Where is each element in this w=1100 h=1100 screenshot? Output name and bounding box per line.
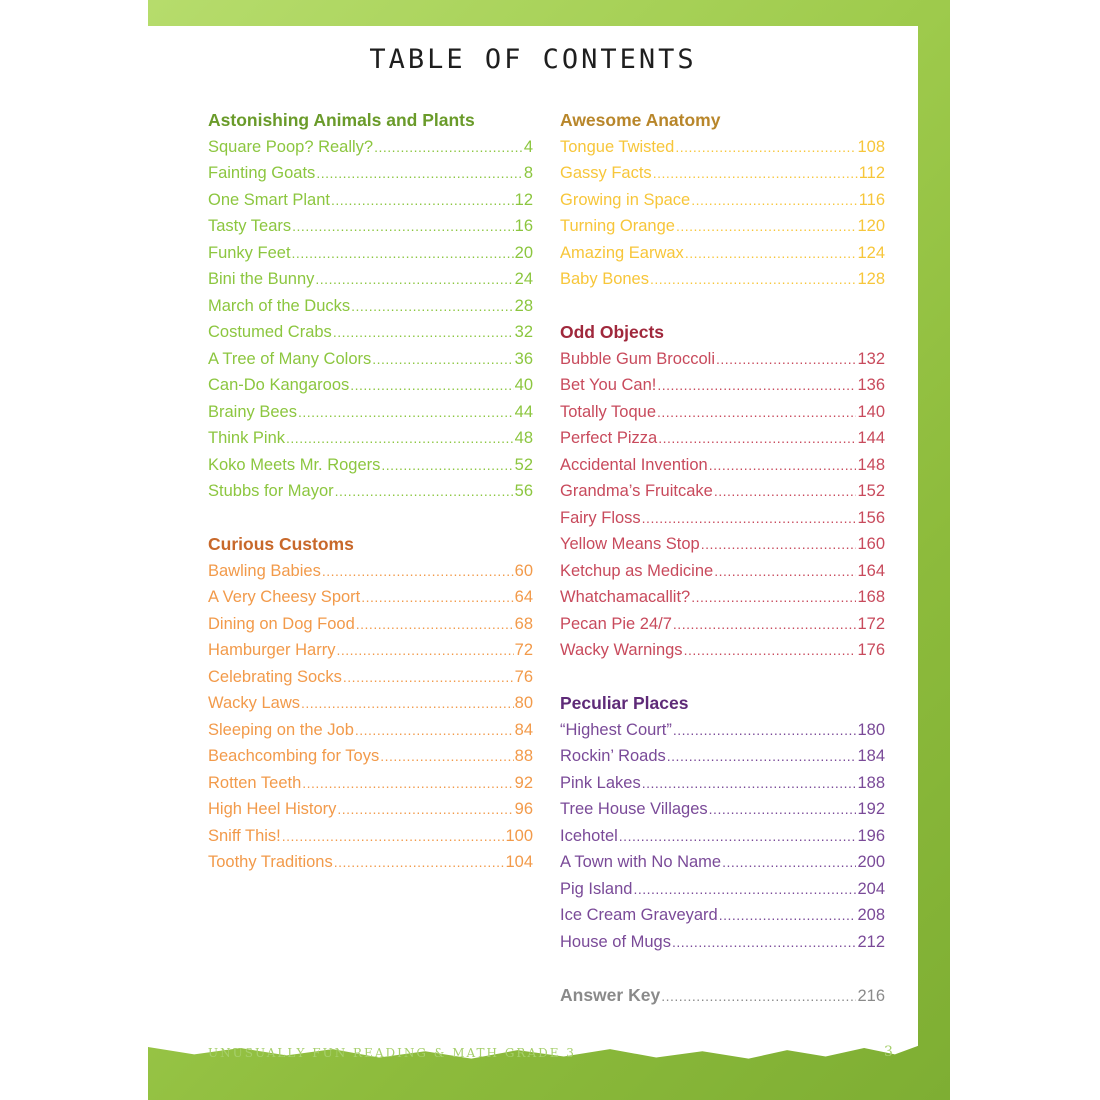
entry-page-number: 56: [514, 482, 533, 500]
dot-leader: [315, 266, 513, 293]
entry-title: Growing in Space: [560, 190, 691, 209]
toc-entry[interactable]: [560, 849, 885, 876]
toc-entry[interactable]: [208, 558, 533, 585]
entry-title: A Tree of Many Colors: [208, 349, 372, 368]
dot-leader: [337, 796, 513, 823]
entry-page-number: 164: [857, 561, 885, 580]
entry-title: Koko Meets Mr. Rogers: [208, 455, 381, 474]
toc-entry[interactable]: [208, 134, 533, 161]
toc-entry[interactable]: [208, 717, 533, 744]
page-title: TABLE OF CONTENTS: [369, 44, 697, 75]
entry-page-number: 156: [857, 508, 885, 527]
entry-title: Hamburger Harry: [208, 641, 336, 659]
entry-title: Fairy Floss: [560, 508, 641, 527]
entry-page-number: 36: [514, 349, 533, 368]
entry-title: Amazing Earwax: [560, 243, 684, 262]
entry-title: March of the Ducks: [208, 296, 351, 315]
dot-leader: [380, 743, 513, 770]
entry-page-number: 152: [857, 482, 885, 500]
answer-key-title: Answer Key: [560, 984, 661, 1005]
toc-entry[interactable]: [560, 584, 885, 611]
toc-entry[interactable]: [560, 505, 885, 532]
dot-leader: [673, 611, 857, 638]
entry-page-number: 16: [514, 217, 533, 235]
entry-page-number: 40: [514, 376, 533, 394]
right-column: [560, 107, 885, 1008]
toc-entry[interactable]: [208, 637, 533, 664]
entry-page-number: 208: [857, 906, 885, 924]
toc-entry[interactable]: [560, 399, 885, 426]
dot-leader: [633, 876, 856, 903]
dot-leader: [676, 213, 857, 240]
section-heading: Peculiar Places: [560, 693, 689, 713]
entry-page-number: 204: [857, 879, 885, 898]
entry-page-number: 188: [857, 773, 885, 792]
toc-entry[interactable]: [560, 611, 885, 638]
dot-leader: [714, 558, 856, 585]
toc-entry[interactable]: [560, 770, 885, 797]
entry-title: A Very Cheesy Sport: [208, 588, 361, 606]
dot-leader: [361, 584, 513, 611]
dot-leader: [685, 240, 857, 267]
entry-title: Ice Cream Graveyard: [560, 906, 718, 924]
toc-entry[interactable]: [560, 452, 885, 479]
toc-entry[interactable]: [208, 213, 533, 240]
entry-page-number: 88: [514, 747, 533, 765]
entry-title: Think Pink: [208, 429, 286, 447]
toc-entry[interactable]: [208, 796, 533, 823]
entry-title: Bawling Babies: [208, 561, 321, 580]
entry-page-number: 200: [857, 853, 885, 871]
entry-page-number: 20: [514, 243, 533, 262]
toc-entry[interactable]: [208, 743, 533, 770]
toc-entry[interactable]: [208, 770, 533, 797]
dot-leader: [374, 134, 523, 161]
dot-leader: [619, 823, 857, 850]
dot-leader: [658, 425, 856, 452]
entry-page-number: 160: [857, 535, 885, 553]
entry-page-number: 84: [514, 720, 533, 739]
entry-title: Baby Bones: [560, 270, 649, 288]
toc-section: [208, 107, 533, 505]
toc-entry[interactable]: [560, 637, 885, 664]
entry-page-number: 12: [514, 190, 533, 209]
toc-entry[interactable]: [208, 849, 533, 876]
entry-title: House of Mugs: [560, 932, 671, 951]
dot-leader: [661, 983, 856, 1010]
toc-entry[interactable]: [560, 134, 885, 161]
toc-entry[interactable]: [208, 690, 533, 717]
entry-title: Pink Lakes: [560, 773, 641, 792]
dot-leader: [298, 399, 514, 426]
toc-entry[interactable]: [560, 823, 885, 850]
dot-leader: [302, 770, 513, 797]
toc-entry[interactable]: [208, 266, 533, 293]
entry-page-number: 68: [514, 614, 533, 633]
entry-page-number: 148: [857, 455, 885, 474]
dot-leader: [650, 266, 856, 293]
dot-leader: [701, 531, 857, 558]
answer-key-page: 216: [857, 986, 885, 1005]
toc-entry[interactable]: [560, 929, 885, 956]
dot-leader: [657, 372, 856, 399]
toc-entry[interactable]: [560, 876, 885, 903]
dot-leader: [301, 690, 514, 717]
entry-title: Funky Feet: [208, 243, 291, 262]
entry-page-number: 32: [514, 323, 533, 341]
dot-leader: [356, 611, 514, 638]
entry-title: Wacky Laws: [208, 694, 300, 712]
toc-entry[interactable]: [560, 213, 885, 240]
dot-leader: [657, 399, 856, 426]
dot-leader: [684, 637, 857, 664]
entry-page-number: 64: [514, 588, 533, 606]
dot-leader: [355, 717, 514, 744]
dot-leader: [292, 240, 514, 267]
entry-title: Totally Toque: [560, 402, 657, 421]
toc-entry[interactable]: [560, 160, 885, 187]
entry-title: Gassy Facts: [560, 164, 652, 182]
toc-entry[interactable]: [560, 796, 885, 823]
entry-page-number: 144: [857, 429, 885, 447]
left-column: [208, 107, 533, 902]
dot-leader: [691, 187, 857, 214]
dot-leader: [714, 478, 857, 505]
toc-entry[interactable]: [560, 902, 885, 929]
dot-leader: [343, 664, 514, 691]
dot-leader: [336, 637, 513, 664]
dot-leader: [334, 849, 505, 876]
toc-entry[interactable]: [560, 240, 885, 267]
entry-page-number: 92: [514, 773, 533, 792]
toc-entry[interactable]: [208, 611, 533, 638]
dot-leader: [350, 372, 513, 399]
entry-title: Tree House Villages: [560, 800, 708, 818]
entry-page-number: 168: [857, 588, 885, 606]
entry-page-number: 108: [857, 137, 885, 156]
entry-page-number: 72: [514, 641, 533, 659]
toc-entry[interactable]: [208, 399, 533, 426]
entry-title: Brainy Bees: [208, 402, 297, 421]
entry-page-number: 124: [857, 243, 885, 262]
section-heading: Curious Customs: [208, 534, 354, 554]
entry-title: Rotten Teeth: [208, 773, 302, 792]
dot-leader: [286, 425, 514, 452]
entry-page-number: 192: [857, 800, 885, 818]
entry-page-number: 52: [514, 455, 533, 474]
entry-page-number: 136: [857, 376, 885, 394]
right-sections: [560, 107, 885, 955]
entry-page-number: 132: [857, 349, 885, 368]
entry-title: High Heel History: [208, 800, 337, 818]
entry-page-number: 140: [857, 402, 885, 421]
entry-title: Bini the Bunny: [208, 270, 315, 288]
dot-leader: [673, 717, 857, 744]
toc-entry[interactable]: [560, 187, 885, 214]
entry-page-number: 120: [857, 217, 885, 235]
entry-page-number: 176: [857, 641, 885, 659]
toc-section: [560, 107, 885, 293]
dot-leader: [322, 558, 514, 585]
entry-title: Turning Orange: [560, 217, 675, 235]
entry-title: Wacky Warnings: [560, 641, 683, 659]
dot-leader: [331, 187, 514, 214]
toc-entry[interactable]: [560, 425, 885, 452]
entry-title: Square Poop? Really?: [208, 137, 374, 156]
entry-title: Tasty Tears: [208, 217, 292, 235]
entry-page-number: 48: [514, 429, 533, 447]
dot-leader: [642, 505, 857, 532]
dot-leader: [335, 478, 514, 505]
footer-page-number: 3: [884, 1044, 893, 1060]
dot-leader: [372, 346, 513, 373]
dot-leader: [282, 823, 505, 850]
dot-leader: [691, 584, 856, 611]
entry-page-number: 128: [857, 270, 885, 288]
toc-entry[interactable]: [208, 823, 533, 850]
toc-entry[interactable]: [208, 240, 533, 267]
entry-title: Celebrating Socks: [208, 667, 342, 686]
dot-leader: [672, 929, 856, 956]
entry-title: Dining on Dog Food: [208, 614, 355, 633]
entry-page-number: 172: [857, 614, 885, 633]
toc-entry[interactable]: [560, 372, 885, 399]
toc-entry[interactable]: [208, 293, 533, 320]
entry-title: Icehotel: [560, 826, 618, 845]
entry-title: Whatchamacallit?: [560, 588, 691, 606]
entry-title: Costumed Crabs: [208, 323, 332, 341]
toc-entry[interactable]: [208, 319, 533, 346]
dot-leader: [719, 902, 857, 929]
entry-page-number: 80: [514, 694, 533, 712]
entry-page-number: 96: [514, 800, 533, 818]
entry-title: Ketchup as Medicine: [560, 561, 714, 580]
toc-entry[interactable]: [560, 531, 885, 558]
entry-page-number: 76: [514, 667, 533, 686]
entry-title: Toothy Traditions: [208, 853, 333, 871]
dot-leader: [333, 319, 514, 346]
entry-title: Accidental Invention: [560, 455, 708, 474]
toc-entry[interactable]: [560, 717, 885, 744]
entry-title: Pecan Pie 24/7: [560, 614, 672, 633]
entry-title: “Highest Court”: [560, 720, 672, 739]
toc-entry[interactable]: [208, 346, 533, 373]
entry-page-number: 212: [857, 932, 885, 951]
entry-page-number: 184: [857, 747, 885, 765]
entry-title: Fainting Goats: [208, 164, 316, 182]
entry-title: Tongue Twisted: [560, 137, 675, 156]
entry-title: Pig Island: [560, 879, 633, 898]
footer-book-title: UNUSUALLY FUN READING & MATH GRADE 3: [208, 1046, 576, 1060]
dot-leader: [667, 743, 857, 770]
answer-key-entry[interactable]: [560, 982, 885, 1009]
entry-page-number: 8: [523, 164, 533, 182]
entry-page-number: 112: [858, 164, 885, 182]
entry-page-number: 196: [857, 826, 885, 845]
entry-title: Bubble Gum Broccoli: [560, 349, 715, 368]
entry-page-number: 24: [514, 270, 533, 288]
toc-entry[interactable]: [560, 266, 885, 293]
dot-leader: [653, 160, 858, 187]
entry-page-number: 104: [505, 853, 533, 871]
toc-entry[interactable]: [208, 160, 533, 187]
dot-leader: [675, 134, 856, 161]
dot-leader: [316, 160, 523, 187]
entry-title: Rockin’ Roads: [560, 747, 666, 765]
dot-leader: [381, 452, 513, 479]
entry-title: Beachcombing for Toys: [208, 747, 380, 765]
entry-page-number: 4: [523, 137, 533, 156]
toc-entry[interactable]: [208, 452, 533, 479]
dot-leader: [292, 213, 513, 240]
dot-leader: [709, 452, 857, 479]
toc-entry[interactable]: [208, 584, 533, 611]
toc-section: [560, 319, 885, 664]
toc-entry[interactable]: [208, 187, 533, 214]
entry-page-number: 60: [514, 561, 533, 580]
dot-leader: [642, 770, 857, 797]
entry-title: Stubbs for Mayor: [208, 482, 334, 500]
entry-page-number: 100: [505, 826, 533, 845]
entry-page-number: 180: [857, 720, 885, 739]
toc-entry[interactable]: [560, 743, 885, 770]
toc-section: [208, 531, 533, 876]
entry-title: Sleeping on the Job: [208, 720, 354, 739]
entry-page-number: 44: [514, 402, 533, 421]
dot-leader: [716, 346, 856, 373]
entry-title: A Town with No Name: [560, 853, 722, 871]
entry-title: Sniff This!: [208, 826, 281, 845]
section-heading: Odd Objects: [560, 322, 665, 342]
dot-leader: [722, 849, 856, 876]
entry-page-number: 28: [514, 296, 533, 315]
toc-entry[interactable]: [560, 346, 885, 373]
entry-title: Perfect Pizza: [560, 429, 658, 447]
entry-title: Bet You Can!: [560, 376, 657, 394]
dot-leader: [351, 293, 514, 320]
toc-entry[interactable]: [560, 478, 885, 505]
toc-entry[interactable]: [208, 425, 533, 452]
entry-page-number: 116: [858, 190, 885, 209]
dot-leader: [709, 796, 857, 823]
toc-entry[interactable]: [208, 664, 533, 691]
entry-title: Yellow Means Stop: [560, 535, 700, 553]
toc-section: [560, 690, 885, 955]
toc-entry[interactable]: [208, 478, 533, 505]
entry-title: Can-Do Kangaroos: [208, 376, 350, 394]
section-heading: Astonishing Animals and Plants: [208, 110, 475, 130]
entry-title: Grandma’s Fruitcake: [560, 482, 713, 500]
toc-entry[interactable]: [208, 372, 533, 399]
toc-entry[interactable]: [560, 558, 885, 585]
entry-title: One Smart Plant: [208, 190, 330, 209]
section-heading: Awesome Anatomy: [560, 110, 721, 130]
